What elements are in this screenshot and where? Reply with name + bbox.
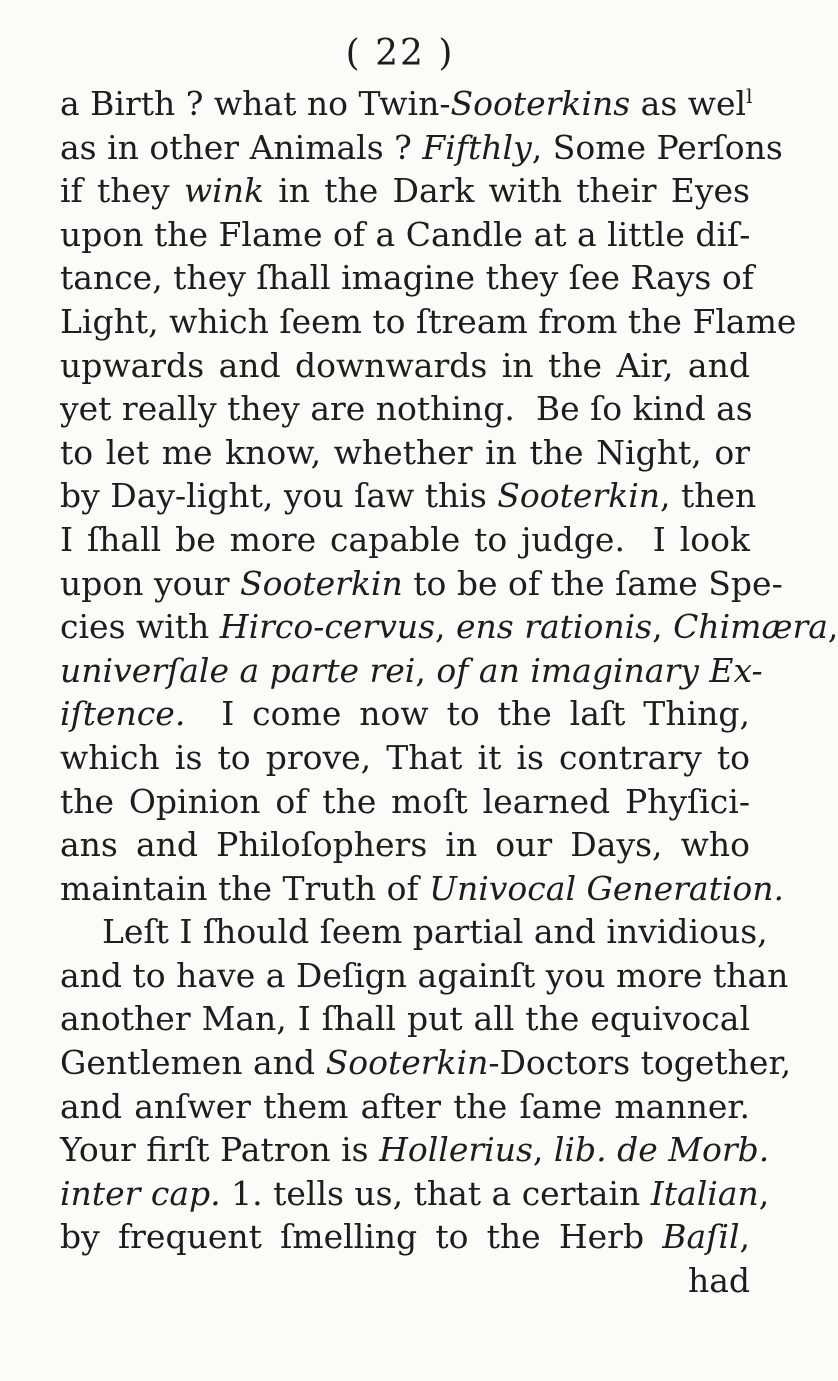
- text-segment: ,: [827, 607, 838, 647]
- page-number: ( 22 ): [345, 33, 455, 74]
- text-line: [60, 910, 768, 954]
- text-segment: by frequent ſmelling to the Herb: [60, 1217, 663, 1257]
- text-segment: cies with: [60, 607, 220, 647]
- italic-text: lib. de Morb.: [553, 1130, 770, 1170]
- italic-text: iſtence.: [60, 694, 186, 734]
- italic-text: univerſale a parte rei: [60, 650, 416, 690]
- text-segment: I ſhall be more capable to judge. I look: [60, 519, 750, 559]
- italic-text: Baſil: [662, 1217, 740, 1257]
- text-line: [60, 736, 750, 780]
- text-segment: upon your: [60, 563, 241, 603]
- text-segment: Light, which ſeem to ſtream from the Flame: [60, 301, 797, 341]
- italic-text: Sooterkin: [325, 1043, 489, 1083]
- italic-text: Fifthly: [422, 127, 532, 167]
- italic-text: Chimæra: [673, 607, 828, 647]
- text-line: [60, 474, 757, 518]
- text-line: [60, 387, 753, 431]
- text-line: [60, 300, 797, 344]
- text-line: [60, 82, 753, 126]
- text-segment: upwards and downwards in the Air, and: [60, 345, 750, 385]
- text-segment: as wel: [630, 84, 747, 123]
- text-segment: another Man, I ſhall put all the equivocal: [60, 999, 750, 1039]
- text-line: [60, 780, 750, 824]
- text-segment: had: [687, 1261, 750, 1301]
- text-line: [60, 431, 750, 475]
- text-segment: to let me know, whether in the Night, or: [60, 432, 750, 472]
- text-line: [60, 954, 789, 998]
- italic-text: Sooterkin: [240, 563, 403, 603]
- text-segment: ,: [415, 650, 437, 690]
- text-line: [60, 649, 763, 693]
- text-segment: , then: [660, 476, 757, 516]
- text-segment: upon the Flame of a Candle at a little diſ-: [60, 214, 751, 254]
- italic-text: of an imaginary Ex-: [436, 650, 763, 690]
- text-segment: in the Dark with their Eyes: [263, 171, 750, 211]
- text-segment: Gentlemen and: [60, 1043, 326, 1083]
- text-line: [60, 1128, 770, 1172]
- text-line: [60, 997, 750, 1041]
- text-segment: ,: [758, 1173, 770, 1213]
- text-line: [60, 518, 750, 562]
- text-segment: yet really they are nothing. Be ſo kind as: [60, 389, 753, 429]
- text-segment: ,: [532, 1130, 554, 1170]
- text-segment: , Some Perſons: [531, 127, 783, 167]
- text-segment: by Day-light, you ſaw this: [60, 476, 498, 516]
- text-line: [60, 562, 783, 606]
- text-line: [60, 1259, 750, 1303]
- text-segment: ans and Philoſophers in our Days, who: [60, 825, 750, 865]
- text-segment: Your firſt Patron is: [60, 1130, 380, 1170]
- text-segment: a Birth ? what no Twin-: [60, 84, 451, 123]
- italic-text: Sooterkin: [497, 476, 661, 516]
- text-segment: Leſt I ſhould ſeem partial and invidious,: [102, 912, 768, 952]
- text-segment: and anſwer them after the ſame manner.: [60, 1086, 750, 1126]
- text-line: [60, 1085, 750, 1129]
- text-segment: if they: [60, 171, 184, 211]
- italic-text: Sooterkins: [450, 84, 631, 123]
- text-segment: -Doctors together,: [488, 1043, 792, 1083]
- text-segment: the Opinion of the moſt learned Phyſici-: [60, 781, 750, 821]
- text-line: [60, 344, 750, 388]
- italic-text: Hollerius: [379, 1130, 533, 1170]
- text-line: [60, 126, 783, 170]
- text-segment: tance, they ſhall imagine they ſee Rays of: [60, 258, 754, 298]
- text-line: [60, 605, 838, 649]
- text-line: [60, 1172, 770, 1216]
- text-line: [60, 1215, 750, 1259]
- text-segment: l: [746, 84, 753, 108]
- text-segment: ,: [652, 607, 674, 647]
- text-segment: as in other Animals ?: [60, 127, 423, 167]
- body-text: [60, 82, 838, 1303]
- text-line: [60, 213, 750, 257]
- text-segment: ,: [435, 607, 457, 647]
- text-segment: and to have a Deſign againſt you more than: [60, 955, 789, 995]
- text-line: [60, 1041, 792, 1085]
- text-segment: I come now to the laſt Thing,: [185, 694, 750, 734]
- text-segment: to be of the ſame Spe-: [402, 563, 783, 603]
- italic-text: Italian: [650, 1173, 759, 1213]
- text-segment: which is to prove, That it is contrary to: [60, 737, 750, 777]
- text-line: [60, 823, 750, 867]
- italic-text: wink: [183, 171, 264, 211]
- text-line: [60, 692, 750, 736]
- text-segment: maintain the Truth of: [60, 868, 430, 908]
- text-segment: 1. tells us, that a certain: [220, 1173, 651, 1213]
- text-line: [60, 867, 785, 911]
- text-segment: ,: [739, 1217, 750, 1257]
- italic-text: Univocal Generation.: [429, 868, 785, 908]
- italic-text: inter cap.: [60, 1173, 221, 1213]
- italic-text: ens rationis: [456, 607, 653, 647]
- text-line: [60, 256, 754, 300]
- text-line: [60, 169, 750, 213]
- italic-text: Hirco-cervus: [219, 607, 436, 647]
